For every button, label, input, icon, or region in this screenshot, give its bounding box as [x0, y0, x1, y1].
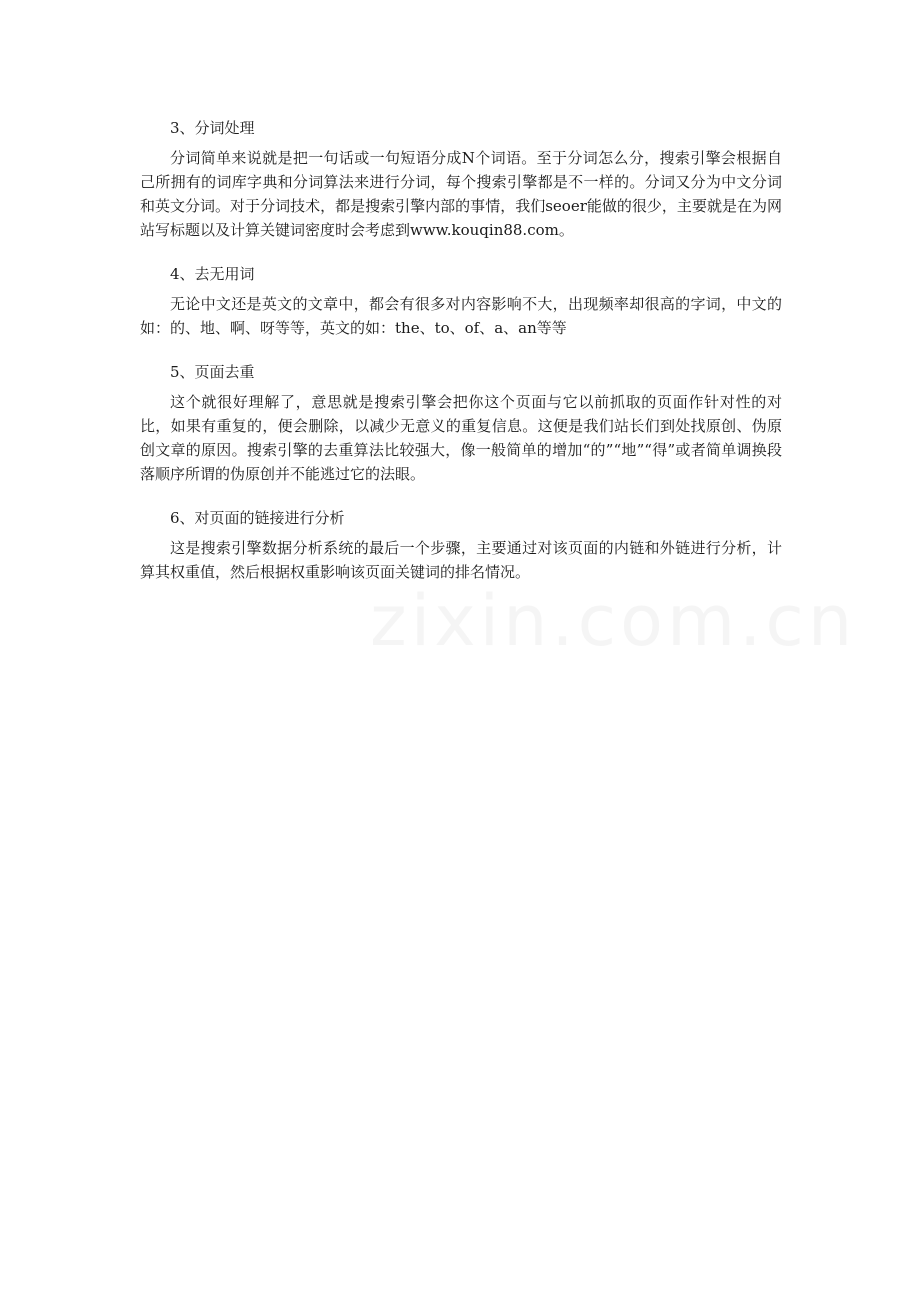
section-paragraph-link-analysis: 这是搜索引擎数据分析系统的最后一个步骤，主要通过对该页面的内链和外链进行分析，计算其权重值，然后根据权重影响该页面关键词的排名情况。: [140, 539, 782, 581]
section-paragraph-dedup: 这个就很好理解了，意思就是搜索引擎会把你这个页面与它以前抓取的页面作针对性的对比，如果有重复的，便会删除，以减少无意义的重复信息。这便是我们站长们到处找原创、伪原创文章的原因。搜索引擎的去重算法比较强大，像一般简单的增加“的”“地”“得”或者简单调换段落顺序所谓的伪原创并不能逃过它的法眼。: [140, 393, 782, 483]
section-paragraph-stopwords: 无论中文还是英文的文章中，都会有很多对内容影响不大，出现频率却很高的字词，中文的如：的、地、啊、呀等等，英文的如：the、to、of、a、an等等: [140, 295, 782, 337]
section-heading-segmentation: 3、分词处理: [170, 119, 255, 137]
section-heading-link-analysis: 6、对页面的链接进行分析: [170, 509, 345, 527]
section-paragraph-segmentation: 分词简单来说就是把一句话或一句短语分成N个词语。至于分词怎么分，搜索引擎会根据自己所拥有的词库字典和分词算法来进行分词，每个搜索引擎都是不一样的。分词又分为中文分词和英文分词。对于分词技术，都是搜索引擎内部的事情，我们seoer能做的很少，主要就是在为网站写标题以及计算关键词密度时会考虑到www.kouqin88.com。: [140, 149, 782, 239]
document-body: [140, 110, 782, 598]
section-heading-dedup: 5、页面去重: [170, 363, 255, 381]
section-heading-stopwords: 4、去无用词: [170, 265, 255, 283]
watermark: zixin.com.cn: [370, 580, 857, 662]
